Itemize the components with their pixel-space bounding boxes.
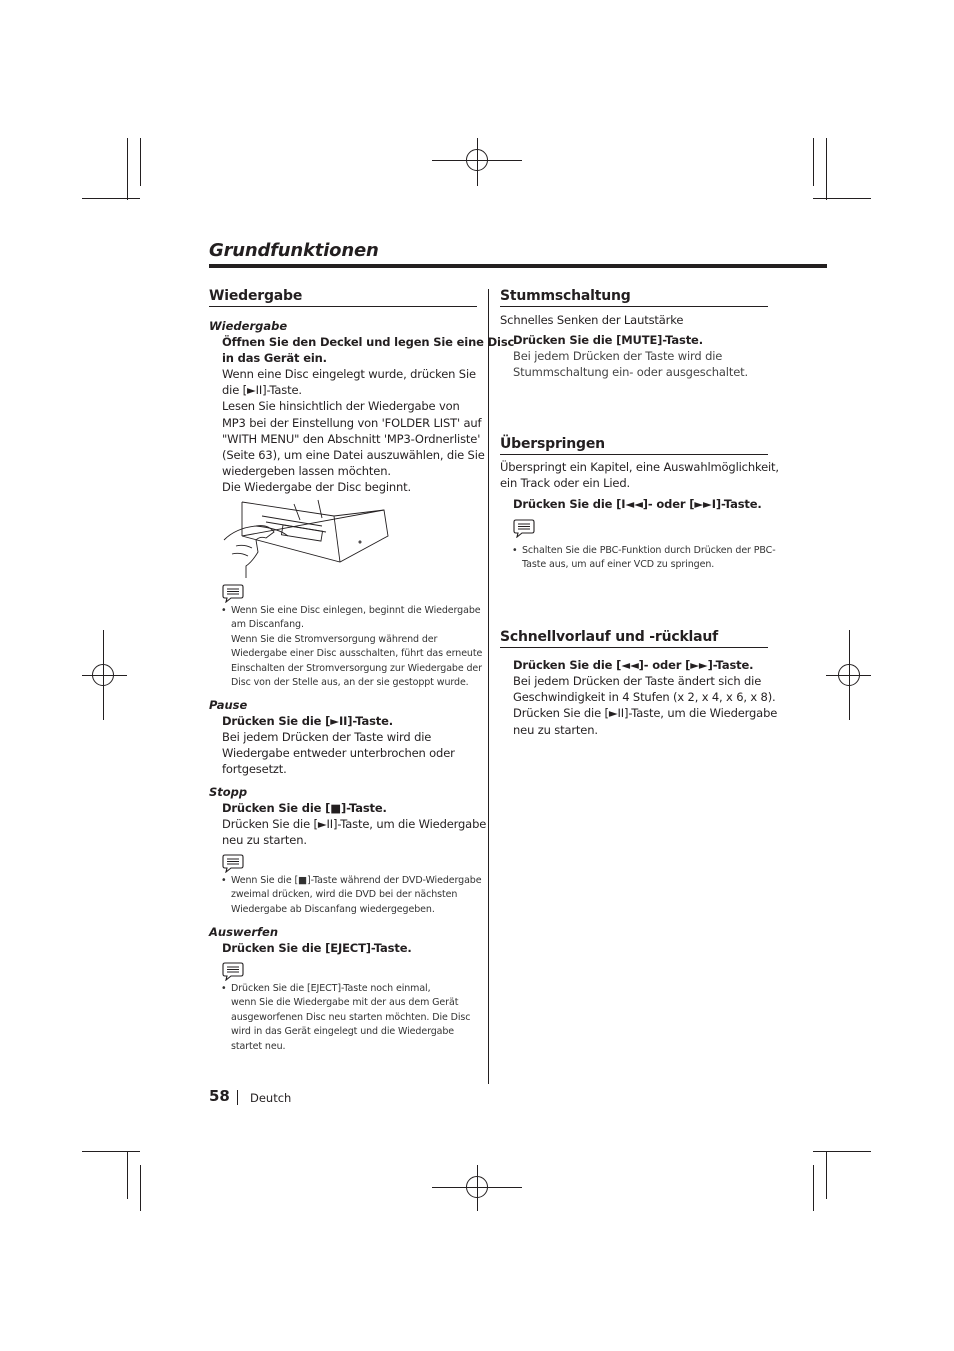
- note-icon: [513, 518, 535, 538]
- instruction: Drücken Sie die [I◄◄]- oder [►►I]-Taste.: [513, 497, 762, 511]
- column-divider: [488, 289, 489, 1084]
- instruction: Drücken Sie die [►II]-Taste.: [222, 714, 393, 728]
- body-text: Bei jedem Drücken der Taste wird die Wiedergabe entweder unterbrochen oder fortgesetzt.: [222, 730, 455, 777]
- sub-heading: Pause: [209, 698, 248, 712]
- body-text: Drücken Sie die [►II]-Taste, um die Wiedergabe neu zu starten.: [222, 817, 487, 848]
- note-text: • Drücken Sie die [EJECT]-Taste noch einmal, wenn Sie die Wiedergabe mit der aus dem Gerät ausgeworfenen Disc neu starten möchten. Die Disc wird in das Gerät eingelegt und die Wiedergabe startet neu.: [221, 983, 471, 1052]
- footer-separator: [237, 1090, 238, 1105]
- instruction: Drücken Sie die [EJECT]-Taste.: [222, 941, 412, 955]
- instruction: Drücken Sie die [MUTE]-Taste.: [513, 333, 703, 347]
- note-icon: [222, 853, 244, 873]
- note-text: • Wenn Sie die [■]-Taste während der DVD-Wiedergabe zweimal drücken, wird die DVD bei der nächsten Wiedergabe ab Discanfang wiedergegeben.: [221, 875, 482, 915]
- note-icon: [222, 961, 244, 981]
- page-title: Grundfunktionen: [209, 240, 379, 261]
- section-rule: [500, 647, 768, 648]
- sub-heading: Auswerfen: [209, 925, 279, 939]
- section-rule: [209, 306, 477, 307]
- body-text: Bei jedem Drücken der Taste wird die Stummschaltung ein- oder ausgeschaltet.: [513, 349, 748, 380]
- note-text: • Schalten Sie die PBC-Funktion durch Drücken der PBC- Taste aus, um auf einer VCD zu springen.: [512, 545, 776, 571]
- section-heading: Schnellvorlauf und -rücklauf: [500, 629, 719, 645]
- disc-insert-illustration: [222, 496, 392, 578]
- title-rule: [209, 264, 827, 268]
- section-rule: [500, 454, 768, 455]
- note-icon: [222, 583, 244, 603]
- instruction: Drücken Sie die [■]-Taste.: [222, 801, 387, 815]
- instruction: Öffnen Sie den Deckel und legen Sie eine Disc in das Gerät ein.: [222, 335, 515, 366]
- body-text: Bei jedem Drücken der Taste ändert sich die Geschwindigkeit in 4 Stufen (x 2, x 4, x 6, x 8). Drücken Sie die [►II]-Taste, um die Wiedergabe neu zu starten.: [513, 674, 778, 737]
- section-rule: [500, 306, 768, 307]
- instruction: Drücken Sie die [◄◄]- oder [►►]-Taste.: [513, 658, 754, 672]
- intro-text: Schnelles Senken der Lautstärke: [500, 313, 684, 327]
- intro-text: Überspringt ein Kapitel, eine Auswahlmöglichkeit, ein Track oder ein Lied.: [500, 460, 779, 491]
- sub-heading: Stopp: [209, 785, 248, 799]
- section-heading: Wiedergabe: [209, 288, 303, 304]
- note-text: • Wenn Sie eine Disc einlegen, beginnt die Wiedergabe am Discanfang. Wenn Sie die Stromversorgung während der Wiedergabe einer Disc ausschalten, führt das erneute Einschalten der Stromversorgung zur Wiedergabe der Disc von der Stelle aus, an der sie gestoppt wurde.: [221, 605, 483, 689]
- section-heading: Stummschaltung: [500, 288, 631, 304]
- footer-language: Deutch: [250, 1091, 292, 1105]
- page-number: 58: [209, 1087, 230, 1105]
- body-text: Wenn eine Disc eingelegt wurde, drücken Sie die [►II]-Taste. Lesen Sie hinsichtlich der Wiedergabe von MP3 bei der Einstellung von 'FOLDER LIST' auf "WITH MENU" den Abschnitt 'MP3-Ordnerliste' (Seite 63), um eine Datei auszuwählen, die Sie wiedergeben lassen möchten. Die Wiedergabe der Disc beginnt.: [222, 367, 485, 495]
- sub-heading: Wiedergabe: [209, 319, 288, 333]
- section-heading: Überspringen: [500, 436, 605, 452]
